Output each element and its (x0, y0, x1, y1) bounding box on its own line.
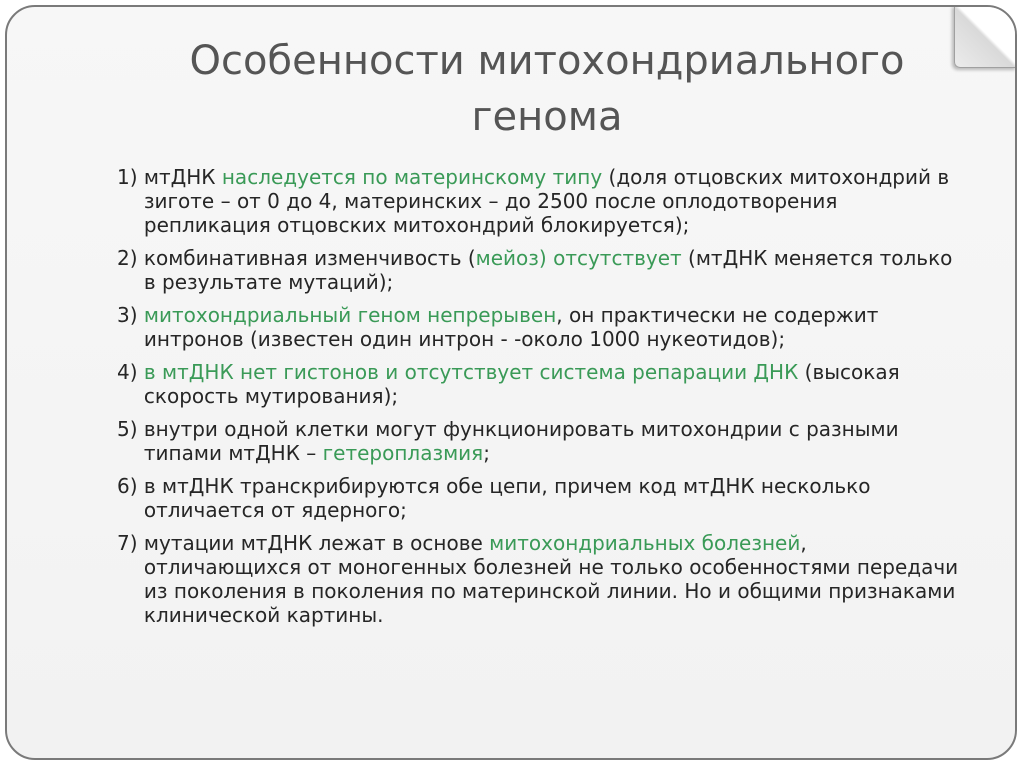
point-text (144, 165, 967, 237)
point-number: 1) (117, 165, 144, 189)
point-item (117, 165, 967, 237)
point-text-segment: (доля отцовских митохондрий в зиготе – от 0 до 4, материнских – до 2500 после оплодотворения репликация отцовских митохондрий блокируется); (143, 165, 950, 237)
point-item (117, 246, 967, 294)
point-item (117, 474, 967, 522)
highlighted-term: наследуется по материнскому типу (221, 165, 603, 189)
point-text (144, 531, 967, 627)
point-text-segment: внутри одной клетки могут функционировать митохондрии с разными типами мтДНК – (143, 417, 899, 465)
point-text (144, 246, 967, 294)
point-item (117, 417, 967, 465)
slide-title: Особенности митохондриального генома (189, 38, 905, 140)
point-text (144, 474, 967, 522)
point-text-segment: , он практически не содержит интронов (известен один интрон - -около 1000 нукеотидов); (143, 303, 879, 351)
point-item (117, 531, 967, 627)
points-list (117, 165, 967, 636)
point-text-segment: ; (483, 441, 490, 465)
point-text (144, 360, 967, 408)
point-number: 2) (117, 246, 144, 270)
highlighted-term: мейоз) отсутствует (475, 246, 682, 270)
highlighted-term: в мтДНК нет гистонов и отсутствует система репарации ДНК (143, 360, 799, 384)
highlighted-term: митохондриальный геном непрерывен (143, 303, 557, 327)
point-text-segment: мутации мтДНК лежат в основе (143, 531, 490, 555)
point-text (144, 417, 967, 465)
point-text (144, 303, 967, 351)
point-text-segment: (мтДНК меняется только в результате мутаций); (143, 246, 953, 294)
point-number: 7) (117, 531, 144, 555)
point-number: 5) (117, 417, 144, 441)
point-number: 3) (117, 303, 144, 327)
point-number: 4) (117, 360, 144, 384)
point-text-segment: (высокая скорость мутирования); (143, 360, 900, 408)
point-text-segment: комбинативная изменчивость ( (143, 246, 476, 270)
point-text-segment: мтДНК (143, 165, 222, 189)
highlighted-term: митохондриальных болезней (489, 531, 801, 555)
point-item (117, 303, 967, 351)
point-item (117, 360, 967, 408)
slide-frame (5, 5, 1017, 760)
highlighted-term: гетероплазмия (322, 441, 484, 465)
point-text-segment: , отличающихся от моногенных болезней не только особенностями передачи из поколения в поколения по материнской линии. Но и общими признаками клинической картины. (143, 531, 959, 627)
point-text-segment: в мтДНК транскрибируются обе цепи, причем код мтДНК несколько отличается от ядерного; (143, 474, 871, 522)
point-number: 6) (117, 474, 144, 498)
